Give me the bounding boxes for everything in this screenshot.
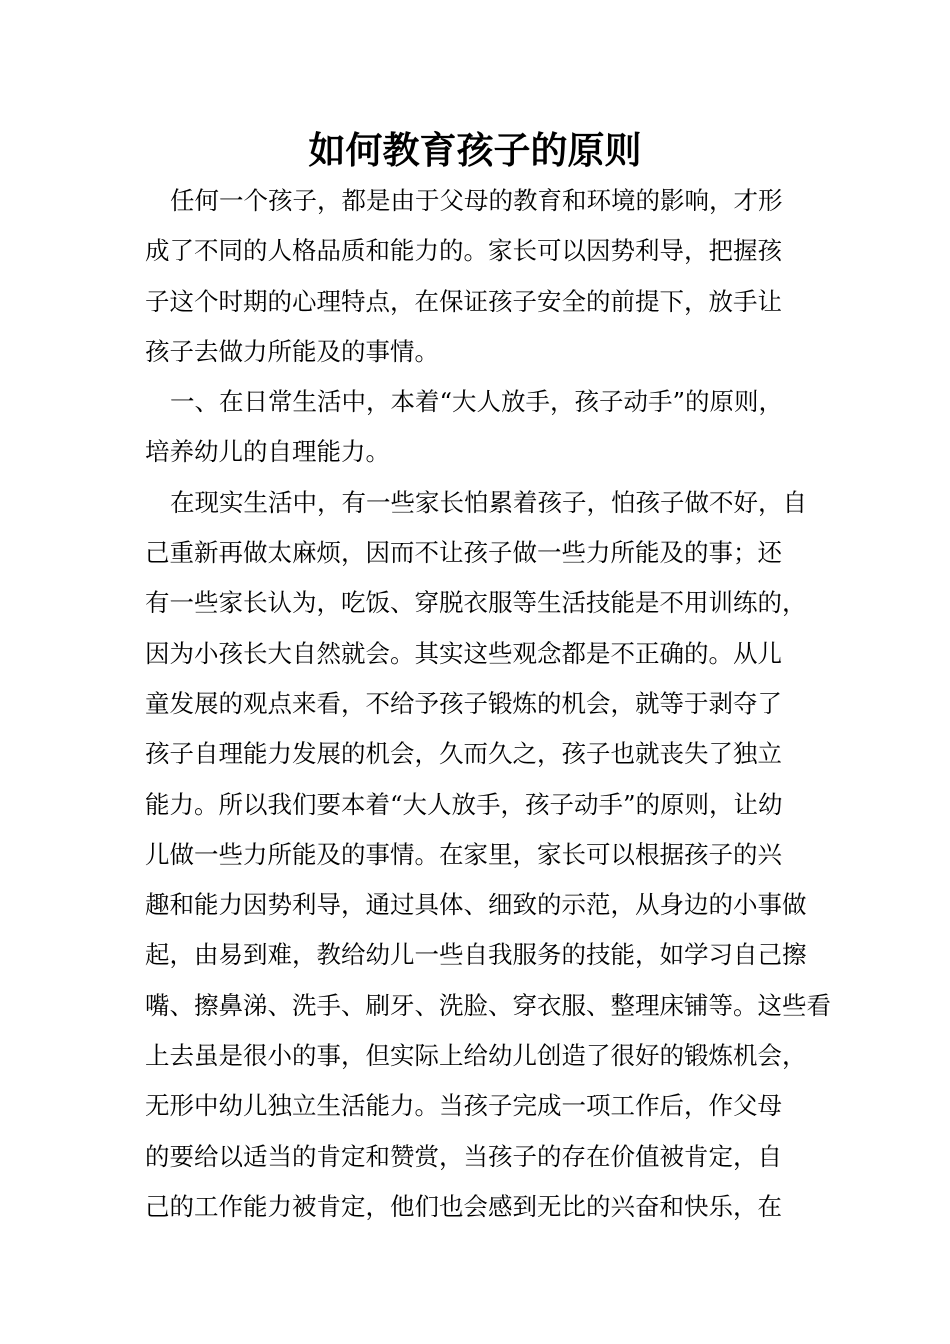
text-line: 任何一个孩子，都是由于父母的教育和环境的影响，才形 bbox=[170, 186, 783, 215]
text-line: 己的工作能力被肯定，他们也会感到无比的兴奋和快乐，在 bbox=[145, 1191, 782, 1221]
text-line: 能力。所以我们要本着“大人放手，孩子动手”的原则，让幼 bbox=[145, 789, 783, 819]
text-line: 的要给以适当的肯定和赞赏，当孩子的存在价值被肯定，自 bbox=[145, 1141, 782, 1171]
text-line: 孩子去做力所能及的事情。 bbox=[145, 336, 439, 366]
text-line: 成了不同的人格品质和能力的。家长可以因势利导，把握孩 bbox=[145, 236, 782, 266]
text-line: 趣和能力因势利导，通过具体、细致的示范，从身边的小事做 bbox=[145, 890, 807, 920]
text-line: 一、在日常生活中，本着“大人放手，孩子动手”的原则， bbox=[170, 387, 784, 417]
text-line: 子这个时期的心理特点，在保证孩子安全的前提下，放手让 bbox=[145, 286, 782, 316]
text-line: 儿做一些力所能及的事情。在家里，家长可以根据孩子的兴 bbox=[145, 839, 782, 869]
text-line: 童发展的观点来看，不给予孩子锻炼的机会，就等于剥夺了 bbox=[145, 688, 782, 718]
text-line: 嘴、擦鼻涕、洗手、刷牙、洗脸、穿衣服、整理床铺等。这些看 bbox=[145, 990, 831, 1020]
text-line: 培养幼儿的自理能力。 bbox=[145, 437, 390, 467]
paragraph-1 bbox=[145, 176, 807, 377]
text-line: 孩子自理能力发展的机会，久而久之，孩子也就丧失了独立 bbox=[145, 739, 782, 769]
text-line: 有一些家长认为，吃饭、穿脱衣服等生活技能是不用训练的， bbox=[145, 588, 807, 618]
paragraph-3 bbox=[145, 478, 831, 1232]
paragraph-2 bbox=[145, 377, 807, 478]
text-line: 无形中幼儿独立生活能力。当孩子完成一项工作后，作父母 bbox=[145, 1091, 782, 1121]
text-line: 己重新再做太麻烦，因而不让孩子做一些力所能及的事；还 bbox=[145, 538, 782, 568]
document-body bbox=[145, 176, 831, 1232]
text-line: 因为小孩长大自然就会。其实这些观念都是不正确的。从儿 bbox=[145, 638, 782, 668]
text-line: 起，由易到难，教给幼儿一些自我服务的技能，如学习自己擦 bbox=[145, 940, 807, 970]
document-title: 如何教育孩子的原则 bbox=[308, 128, 642, 172]
text-line: 在现实生活中，有一些家长怕累着孩子，怕孩子做不好，自 bbox=[170, 487, 807, 517]
text-line: 上去虽是很小的事，但实际上给幼儿创造了很好的锻炼机会， bbox=[145, 1041, 807, 1071]
